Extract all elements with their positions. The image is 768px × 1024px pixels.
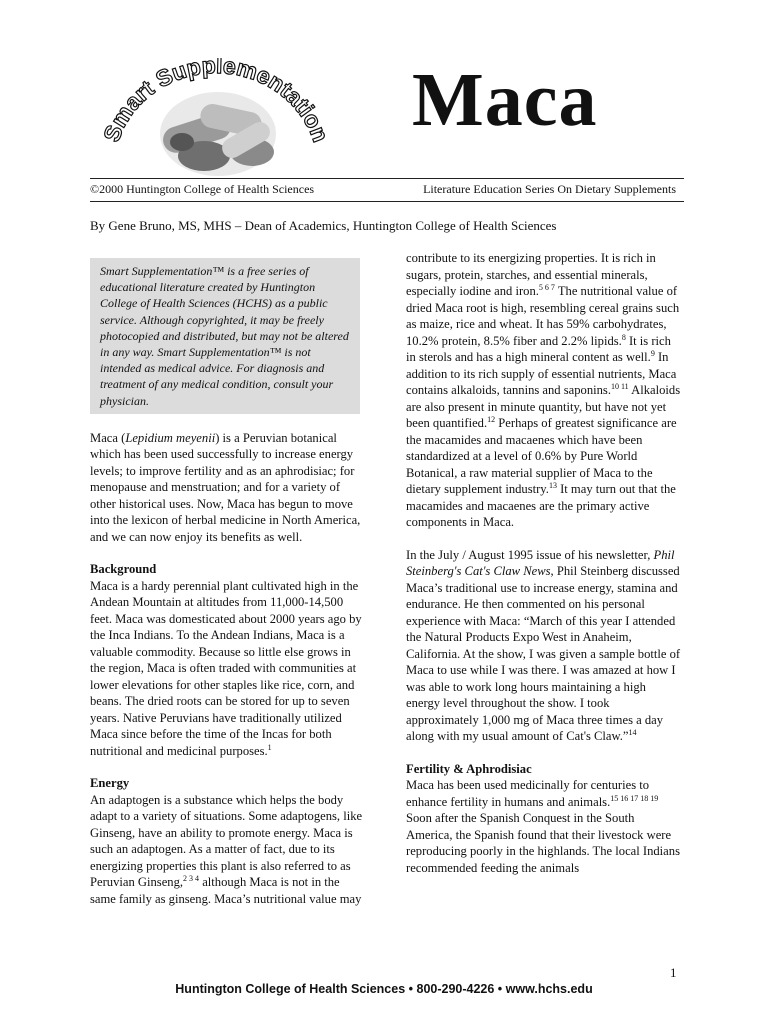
notice-box: Smart Supplementation™ is a free series of educational literature created by Huntington College of Health Sciences (HCHS) as a public service. Although copyrighted, it may be freely photocopied and distributed, but may not be altered in any way. Smart Supplementation™ is not intended as medical advice. For diagnosis and treatment of any medical condition, consult your physician. xyxy=(90,258,360,414)
right-column xyxy=(406,250,681,892)
energy-paragraph: An adaptogen is a substance which helps the body adapt to a variety of situations. Some adaptogens, like Ginseng, have an ability to promote energy. Maca is such an adaptogen. As a matter of fact, due to its energizing properties this plant is also referred to as Peruvian Ginseng,$^{2 3 4}$ although Maca is not in the same family as ginseng. Maca’s nutritional value may xyxy=(90,792,363,906)
footnote-ref: 14 xyxy=(628,727,637,737)
left-column xyxy=(90,258,364,923)
footer: Huntington College of Health Sciences • 800-290-4226 • www.hchs.edu xyxy=(175,982,593,996)
copyright-text: ©2000 Huntington College of Health Sciences xyxy=(90,182,315,196)
background-paragraph: Maca is a hardy perennial plant cultivated high in the Andean Mountain at altitudes from 11,000-14,500 feet. Maca was domesticated about 2000 years ago by the Inca Indians. To the Andean Indians, Maca is a valuable commodity. Because so little else grows in the region, Maca is often traded with communities at lower elevations for other staples like rice, corn, and beans. The dried roots can be stored for up to seven years. Native Peruvians have traditionally utilized Maca since before the time of the Incas for both nutritional and medicinal purposes.$^1$ xyxy=(90,578,362,758)
footnote-ref: 10 11 xyxy=(610,381,629,391)
byline: By Gene Bruno, MS, MHS – Dean of Academics, Huntington College of Health Sciences xyxy=(90,218,557,233)
energy-heading: Energy xyxy=(90,776,130,791)
nutrition-paragraph: contribute to its energizing properties. It is rich in sugars, protein, starches, and essential minerals, especially iodine and iron.$^{5 6 7}$ The nutritional value of dried Maca root is high, resembling cereal grains such as maize, rice and wheat. It has 59% carbohydrates, 10.2% protein, 8.5% fiber and 2.2% lipids.$^8$ It is rich in sterols and has a high mineral content as well.$^9$ In addition to its rich supply of essential nutrients, Maca contains alkaloids, tannins and saponins.$^{10 11}$ Alkaloids are also present in minute quantity, but have not yet been quantified.$^{12}$ Perhaps of greatest significance are the macamides and macaenes which have been standardized at a level of 0.6% by Pure World Botanical, a raw material supplier of Maca to the dietary supplement industry.$^{13}$ It may turn out that the macamides and macaenes are the primary active components in Maca. xyxy=(406,251,681,529)
footnote-ref: 5 6 7 xyxy=(538,282,555,292)
background-heading: Background xyxy=(90,562,157,577)
page-number: 1 xyxy=(670,965,677,980)
footnote-ref: 15 16 17 18 19 xyxy=(610,793,659,803)
header-bar xyxy=(90,178,684,202)
latin-name: Lepidium meyenii xyxy=(125,430,216,445)
fertility-heading: Fertility & Aphrodisiac xyxy=(406,761,532,776)
footnote-ref: 2 3 4 xyxy=(183,874,200,884)
logo-text: Smart Supplementation xyxy=(98,58,334,146)
footnote-ref: 8 xyxy=(621,332,626,342)
footnote-ref: 1 xyxy=(267,742,272,752)
intro-paragraph: Maca (Lepidium meyenii) is a Peruvian botanical which has been used successfully to increase energy levels; to improve fertility and as an aphrodisiac; for menopause and menstruation; and for a variety of other historical uses. Now, Maca has begun to move into the lexicon of herbal medicine in North America, and we can now enjoy its benefits as well. xyxy=(90,430,361,544)
supplement-pills-icon xyxy=(92,58,334,180)
footnote-ref: 13 xyxy=(548,480,557,490)
page-title: Maca xyxy=(412,58,598,142)
fertility-paragraph: Maca has been used medicinally for centuries to enhance fertility in humans and animals.$^{15 16 17 18 19}$ Soon after the Spanish Conquest in the South America, the Spanish found that their livestock were reproducing poorly in the highlands. The local Indians recommended feeding the animals xyxy=(406,778,680,875)
newsletter-title: Phil Steinberg's Cat's Claw News xyxy=(406,547,675,578)
footnote-ref: 12 xyxy=(487,414,496,424)
steinberg-paragraph: In the July / August 1995 issue of his newsletter, Phil Steinberg's Cat's Claw News, Phil Steinberg discussed Maca’s traditional use to increase energy, stamina and endurance. He then commented on his personal experience with Maca: “March of this year I attended the Natural Products Expo West in Anaheim, California. At the show, I was given a sample bottle of Maca to use while I was there. I was amazed at how I was able to work long hours maintaining a high energy level throughout the show. I took approximately 1,000 mg of Maca three times a day along with my usual amount of Cat's Claw.”$^{14}$ xyxy=(406,547,681,743)
series-text: Literature Education Series On Dietary Supplements xyxy=(423,182,676,196)
footnote-ref: 9 xyxy=(650,348,655,358)
smart-supplementation-logo xyxy=(92,58,334,180)
